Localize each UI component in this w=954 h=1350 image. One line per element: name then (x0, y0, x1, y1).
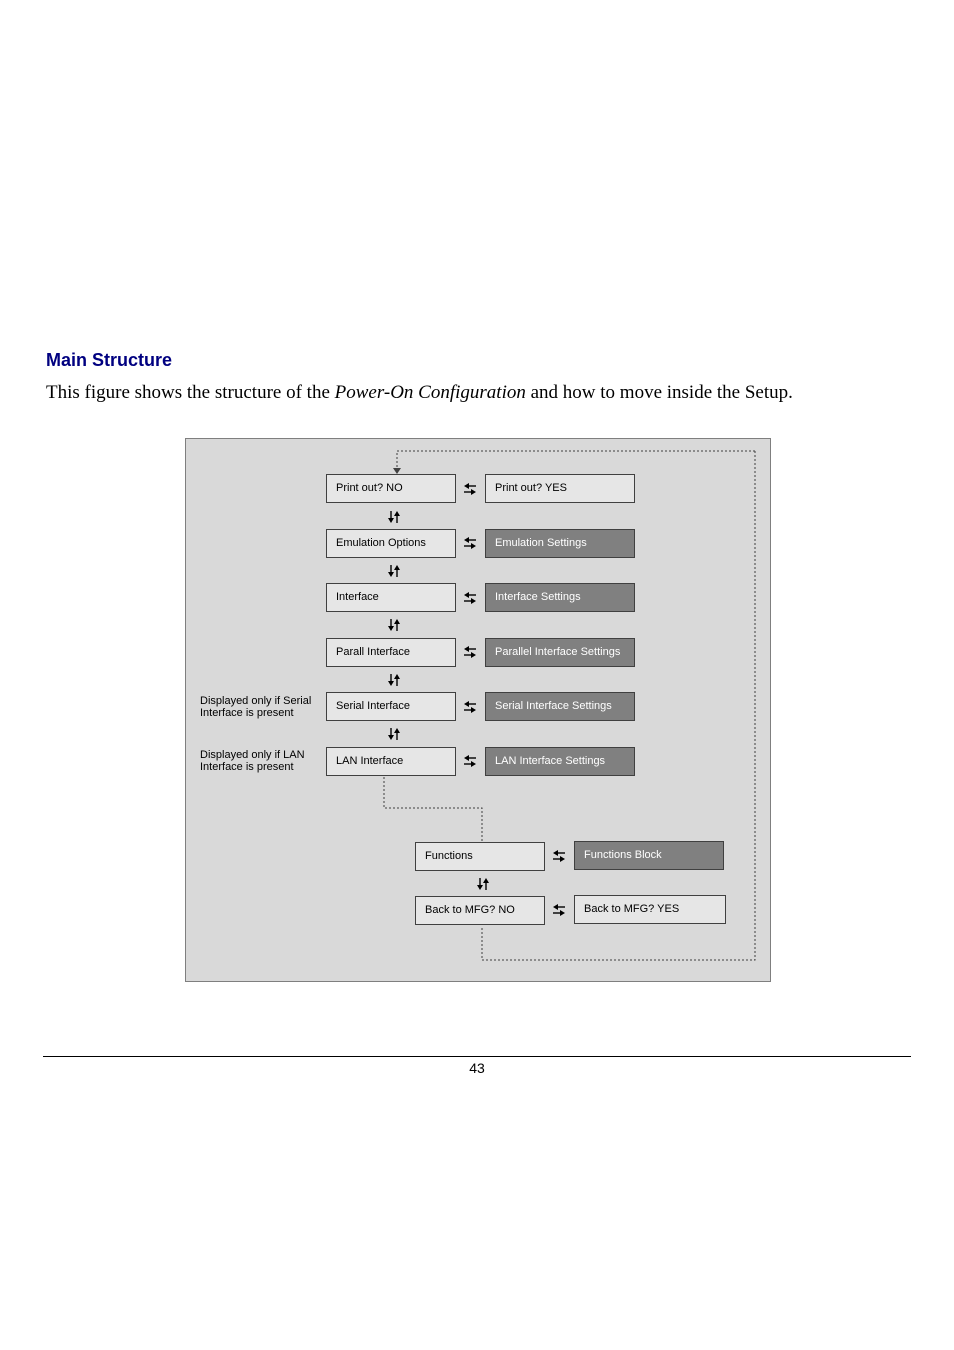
left-right-arrows-icon (464, 755, 476, 767)
menu-box-parall-interface: Parall Interface (326, 638, 456, 667)
intro-text-after: and how to move inside the Setup. (525, 382, 793, 403)
note-lan-interface: Displayed only if LAN Interface is present (200, 749, 305, 773)
menu-box-print-out-no: Print out? NO (326, 474, 456, 503)
left-right-arrows-icon (464, 646, 476, 658)
target-box-parallel-interface-settings: Parallel Interface Settings (485, 638, 635, 667)
menu-box-functions: Functions (415, 842, 545, 871)
intro-text-before: This figure shows the structure of the (46, 382, 335, 403)
up-down-arrows-icon (388, 728, 400, 740)
menu-box-interface: Interface (326, 583, 456, 612)
up-down-arrows-icon (388, 511, 400, 523)
target-box-print-out-yes: Print out? YES (485, 474, 635, 503)
menu-box-lan-interface: LAN Interface (326, 747, 456, 776)
target-box-functions-block: Functions Block (574, 841, 724, 870)
menu-box-serial-interface: Serial Interface (326, 692, 456, 721)
menu-box-emulation-options: Emulation Options (326, 529, 456, 558)
up-down-arrows-icon (388, 565, 400, 577)
left-right-arrows-icon (464, 592, 476, 604)
left-right-arrows-icon (464, 537, 476, 549)
footer-rule (43, 1056, 911, 1057)
target-box-lan-interface-settings: LAN Interface Settings (485, 747, 635, 776)
target-box-emulation-settings: Emulation Settings (485, 529, 635, 558)
intro-paragraph (46, 382, 793, 404)
left-right-arrows-icon (553, 850, 565, 862)
left-right-arrows-icon (553, 904, 565, 916)
left-right-arrows-icon (464, 701, 476, 713)
intro-text-italic: Power-On Configuration (334, 382, 526, 403)
note-serial-interface: Displayed only if Serial Interface is present (200, 695, 312, 719)
page-number: 43 (469, 1060, 485, 1076)
section-heading: Main Structure (46, 350, 173, 370)
up-down-arrows-icon (388, 674, 400, 686)
target-box-serial-interface-settings: Serial Interface Settings (485, 692, 635, 721)
left-right-arrows-icon (464, 483, 476, 495)
up-down-arrows-icon (388, 619, 400, 631)
structure-diagram (185, 438, 771, 982)
up-down-arrows-icon (477, 878, 489, 890)
target-box-back-to-mfg-yes: Back to MFG? YES (574, 895, 726, 924)
target-box-interface-settings: Interface Settings (485, 583, 635, 612)
menu-box-back-to-mfg-no: Back to MFG? NO (415, 896, 545, 925)
